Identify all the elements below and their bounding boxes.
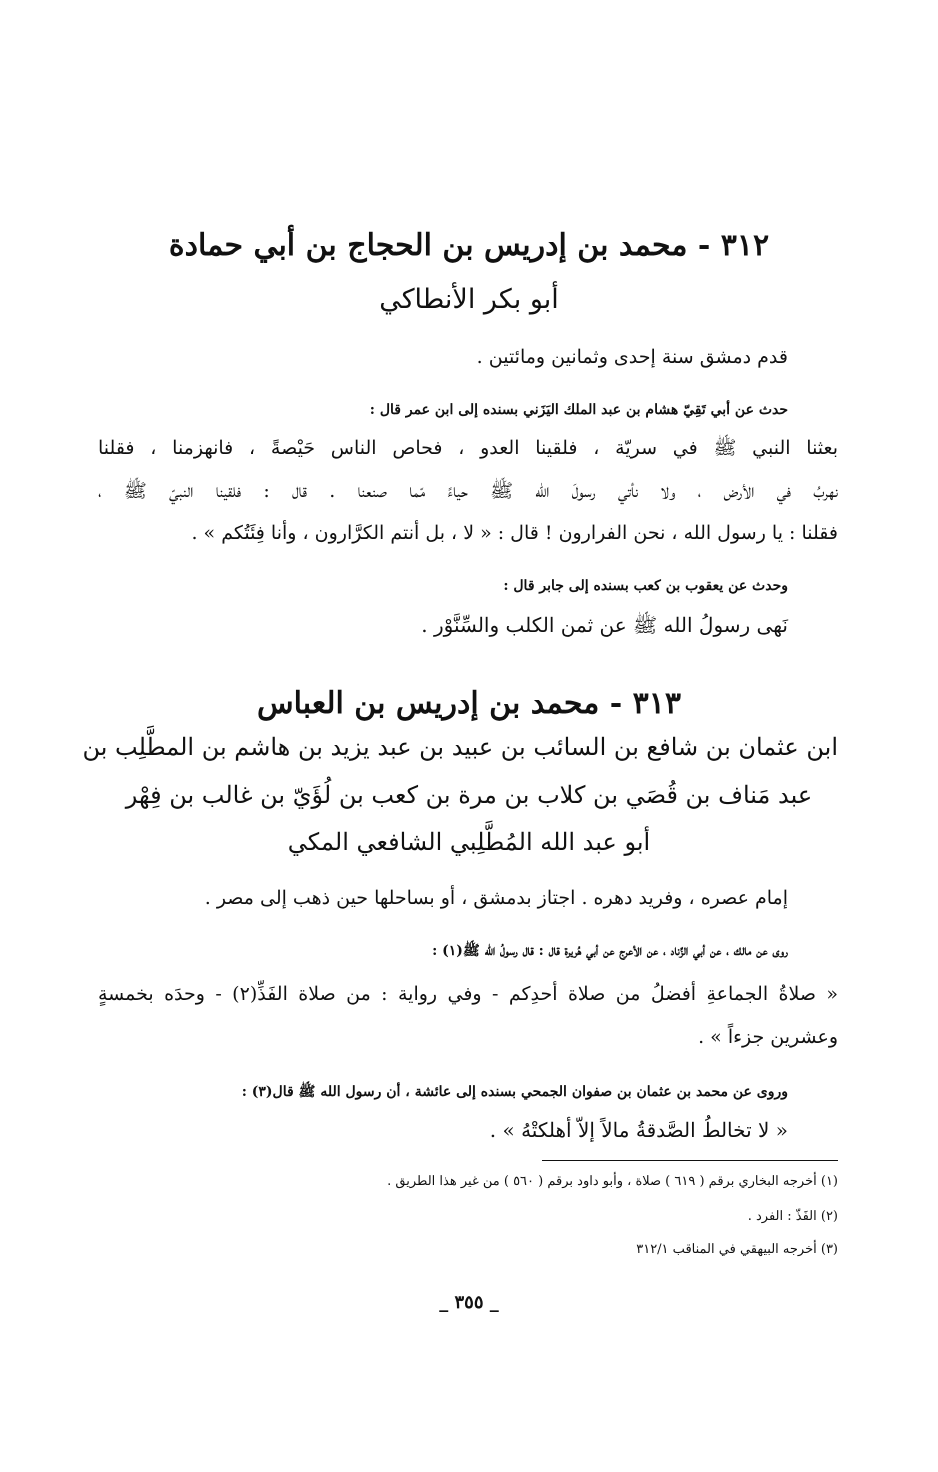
entry-312-hadith-2: نَهى رسولُ الله ﷺ عن ثمن الكلب والسِّنَّوْر . xyxy=(421,613,788,637)
entry-313-lineage-line-2: عبد مَناف بن قُصَي بن كلاب بن مرة بن كعب بن لُؤَيّ بن غالب بن فِهْر xyxy=(125,781,813,809)
entry-313-lineage-line-1: ابن عثمان بن شافع بن السائب بن عبيد بن عبد يزيد بن هاشم بن المطَّلِب بن xyxy=(82,733,838,761)
page-number: _ ٣٥٥ _ xyxy=(439,1292,499,1313)
entry-313-isnad-1: روى عن مالك ، عن أبي الزِّناد ، عن الأعرج عن أبي هُريرة قال : قال رسولُ الله ﷺ(١) : xyxy=(432,943,788,959)
entry-312-hadith-1-line-3: فقلنا : يا رسول الله ، نحن الفرارون ! قال : « لا ، بل أنتم الكرَّارون ، وأنا فِئَتُكم » . xyxy=(191,522,838,544)
footnote-3: (٣) أخرجه البيهقي في المناقب ٣١٢/١ xyxy=(636,1242,838,1257)
entry-312-subtitle: أبو بكر الأنطاكي xyxy=(379,284,559,315)
entry-313-lineage-line-3: أبو عبد الله المُطَّلِبي الشافعي المكي xyxy=(287,828,651,856)
entry-312-hadith-1-line-2: نهربُ في الأرض ، ولا نأتي رسولَ الله ﷺ حياءً مّما صنعنا . قال : فلقينا النبيّ ﷺ ، xyxy=(98,480,838,502)
footnote-2: (٢) الفَذّ : الفرد . xyxy=(747,1209,838,1224)
entry-312-title: ٣١٢ - محمد بن إدريس بن الحجاج بن أبي حمادة xyxy=(168,228,770,263)
entry-312-intro: قدم دمشق سنة إحدى وثمانين ومائتين . xyxy=(476,346,788,368)
entry-313-isnad-2: وروى عن محمد بن عثمان بن صفوان الجمحي بسنده إلى عائشة ، أن رسول الله ﷺ قال(٣) : xyxy=(241,1084,788,1100)
entry-313-title: ٣١٣ - محمد بن إدريس بن العباس xyxy=(257,686,681,721)
entry-312-isnad-1: حدث عن أبي تَقِيّ هشام بن عبد الملك اليَزَني بسنده إلى ابن عمر قال : xyxy=(369,402,788,418)
entry-313-hadith-1-line-2: وعشرين جزءاً » . xyxy=(698,1026,838,1048)
entry-312-hadith-1-line-1: بعثنا النبي ﷺ في سريّة ، فلقينا العدو ، فحاص الناس حَيْصةً ، فانهزمنا ، فقلنا xyxy=(98,437,838,459)
footnote-1: (١) أخرجه البخاري برقم ( ٦١٩ ) صلاة ، وأبو داود برقم ( ٥٦٠ ) من غير هذا الطريق . xyxy=(387,1174,838,1189)
entry-313-intro: إمام عصره ، وفريد دهره . اجتاز بدمشق ، أو بساحلها حين ذهب إلى مصر . xyxy=(204,887,788,909)
entry-313-hadith-2: « لا تخالطُ الصَّدقةُ مالاً إلاّ أهلكتْهُ » . xyxy=(489,1118,788,1142)
entry-313-hadith-1-line-1: « صلاةُ الجماعةِ أفضلُ من صلاة أحدِكم - وفي رواية : من صلاة الفَذِّ(٢) - وحدَه بخمسةٍ xyxy=(98,983,838,1005)
entry-312-isnad-2: وحدث عن يعقوب بن كعب بسنده إلى جابر قال : xyxy=(503,578,788,594)
footnote-separator xyxy=(542,1160,838,1161)
